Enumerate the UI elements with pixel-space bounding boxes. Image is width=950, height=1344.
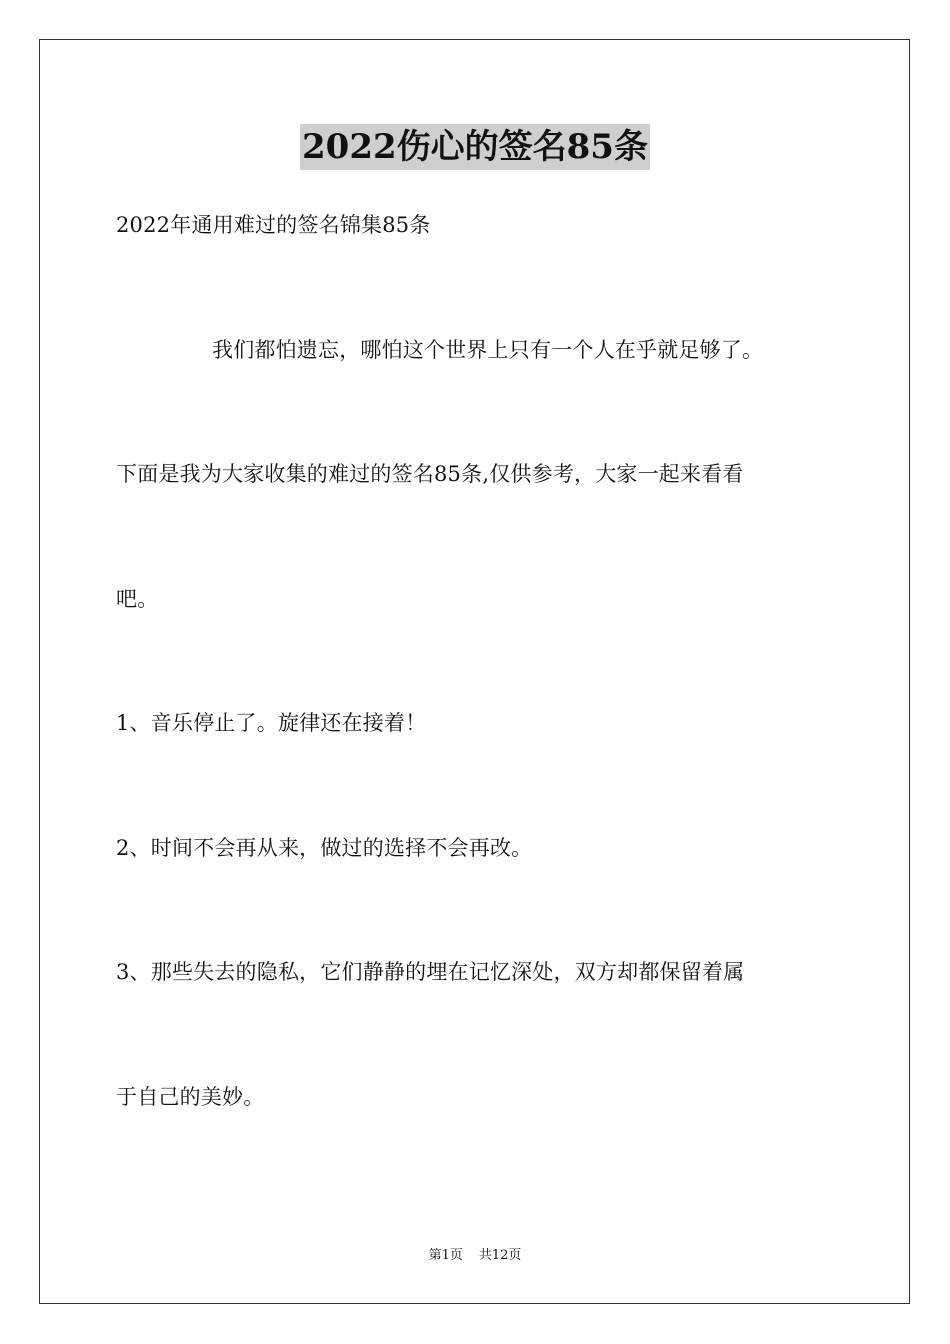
page-footer [0,1246,950,1266]
page-total: 共12页 [478,1248,522,1263]
document-title: 2022伤心的签名85条 [300,124,650,170]
intro-paragraph-line-2: 下面是我为大家收集的难过的签名85条,仅供参考，大家一起来看看 [116,462,744,486]
intro-paragraph-line-1: 我们都怕遗忘，哪怕这个世界上只有一个人在乎就足够了。 [212,338,764,362]
list-item-1: 1、音乐停止了。旋律还在接着！ [116,711,427,735]
intro-paragraph-line-3: 吧。 [116,587,159,611]
list-item-3-line-2: 于自己的美妙。 [116,1085,265,1109]
list-item-3-line-1: 3、那些失去的隐私，它们静静的埋在记忆深处，双方却都保留着属 [116,960,745,984]
title-container [0,124,950,170]
list-item-2: 2、时间不会再从来，做过的选择不会再改。 [116,836,533,860]
page-number: 第1页 [428,1248,463,1263]
document-subtitle: 2022年通用难过的签名锦集85条 [116,213,431,237]
